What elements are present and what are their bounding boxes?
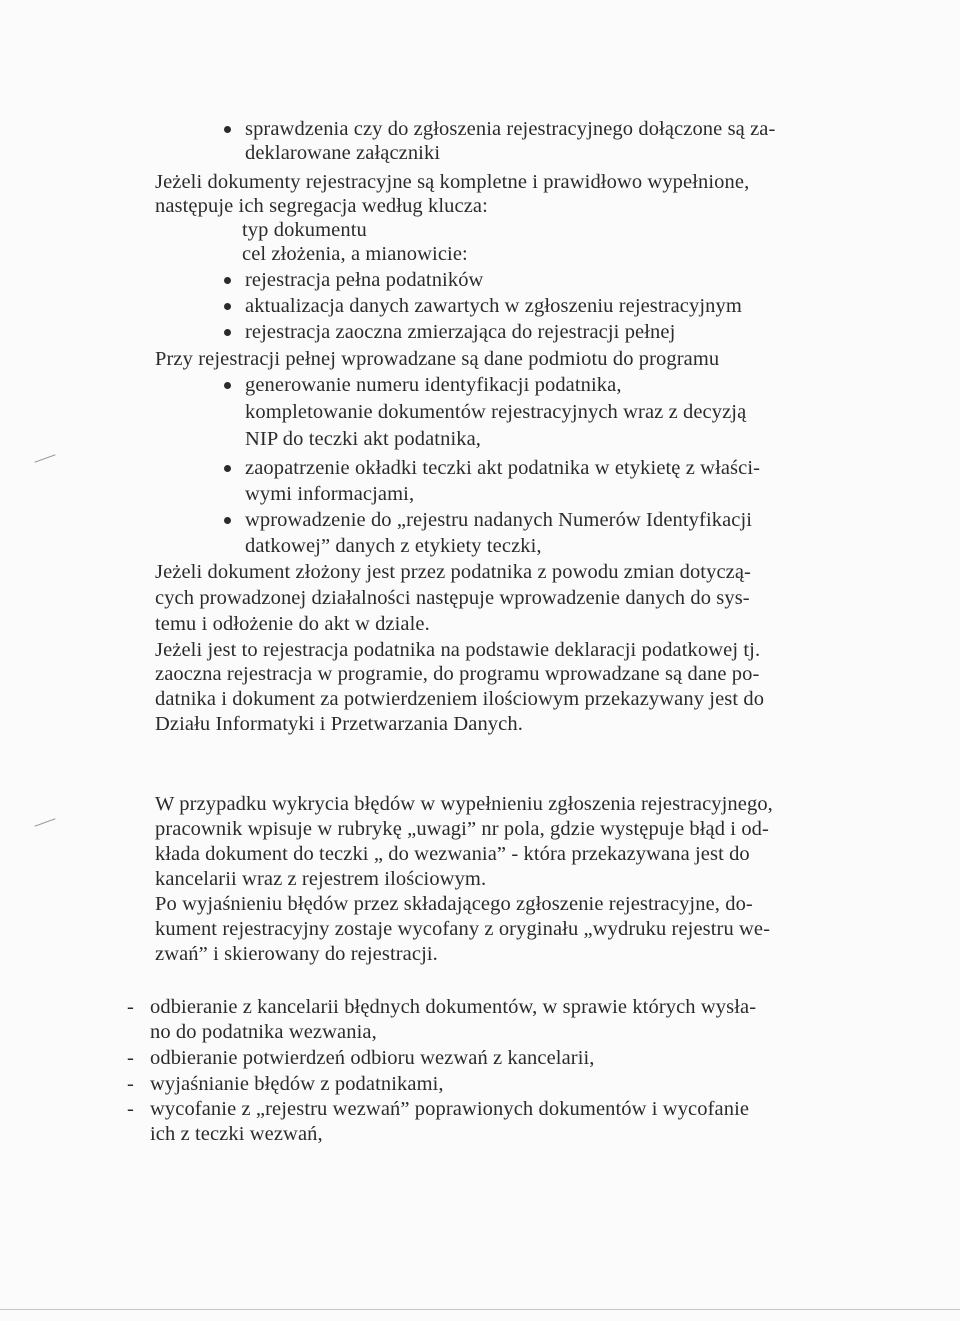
text-line: temu i odłożenie do akt w dziale.: [155, 613, 430, 635]
text-line: Działu Informatyki i Przetwarzania Danych.: [155, 713, 523, 735]
list-item: kompletowanie dokumentów rejestracyjnych wraz z decyzją: [245, 401, 747, 423]
bullet-icon: [224, 517, 231, 524]
list-item: datkowej” danych z etykiety teczki,: [245, 535, 542, 557]
text-line: typ dokumentu: [242, 219, 367, 241]
list-item: ich z teczki wezwań,: [150, 1123, 323, 1145]
list-item: rejestracja pełna podatników: [245, 269, 484, 291]
text-line: kłada dokument do teczki „ do wezwania” - która przekazywana jest do: [155, 843, 750, 865]
list-item: wycofanie z „rejestru wezwań” poprawionych dokumentów i wycofanie: [150, 1098, 750, 1120]
text-line: cych prowadzonej działalności następuje wprowadzenie danych do sys-: [155, 587, 750, 609]
text-line: Jeżeli dokumenty rejestracyjne są kompletne i prawidłowo wypełnione,: [155, 171, 750, 193]
text-line: sprawdzenia czy do zgłoszenia rejestracyjnego dołączone są za-: [245, 118, 776, 140]
dash-bullet: -: [127, 1047, 134, 1069]
text-line: kument rejestracyjny zostaje wycofany z oryginału „wydruku rejestru we-: [155, 918, 771, 940]
text-line: W przypadku wykrycia błędów w wypełnieniu zgłoszenia rejestracyjnego,: [155, 793, 773, 815]
text-line: cel złożenia, a mianowicie:: [242, 243, 468, 265]
page-edge-line: [0, 1309, 960, 1310]
text-line: kancelarii wraz z rejestrem ilościowym.: [155, 868, 487, 890]
list-item: no do podatnika wezwania,: [150, 1021, 377, 1043]
dash-bullet: -: [127, 996, 134, 1018]
bullet-icon: [224, 465, 231, 472]
list-item: NIP do teczki akt podatnika,: [245, 428, 482, 450]
list-item: rejestracja zaoczna zmierzająca do rejestracji pełnej: [245, 321, 676, 343]
bullet-icon: [224, 303, 231, 310]
bullet-icon: [224, 126, 231, 133]
list-item: wymi informacjami,: [245, 483, 415, 505]
list-item: odbieranie potwierdzeń odbioru wezwań z kancelarii,: [150, 1047, 595, 1069]
list-item: wyjaśnianie błędów z podatnikami,: [150, 1073, 444, 1095]
scan-mark: [34, 818, 55, 826]
text-line: zwań” i skierowany do rejestracji.: [155, 943, 438, 965]
text-line: pracownik wpisuje w rubrykę „uwagi” nr pola, gdzie występuje błąd i od-: [155, 818, 769, 840]
text-line: datnika i dokument za potwierdzeniem ilościowym przekazywany jest do: [155, 688, 765, 710]
bullet-icon: [224, 329, 231, 336]
text-line: zaoczna rejestracja w programie, do programu wprowadzane są dane po-: [155, 663, 760, 685]
scan-mark: [34, 454, 55, 462]
list-item: odbieranie z kancelarii błędnych dokumentów, w sprawie których wysła-: [150, 996, 757, 1018]
dash-bullet: -: [127, 1073, 134, 1095]
list-item: generowanie numeru identyfikacji podatnika,: [245, 374, 622, 396]
text-line: następuje ich segregacja według klucza:: [155, 195, 488, 217]
text-line: Jeżeli jest to rejestracja podatnika na podstawie deklaracji podatkowej tj.: [155, 639, 761, 661]
text-line: Jeżeli dokument złożony jest przez podatnika z powodu zmian dotyczą-: [155, 561, 751, 583]
text-line: deklarowane załączniki: [245, 142, 441, 164]
list-item: aktualizacja danych zawartych w zgłoszeniu rejestracyjnym: [245, 295, 742, 317]
list-item: wprowadzenie do „rejestru nadanych Numerów Identyfikacji: [245, 509, 753, 531]
bullet-icon: [224, 277, 231, 284]
text-line: Przy rejestracji pełnej wprowadzane są dane podmiotu do programu: [155, 348, 720, 370]
dash-bullet: -: [127, 1098, 134, 1120]
bullet-icon: [224, 382, 231, 389]
list-item: zaopatrzenie okładki teczki akt podatnika w etykietę z właści-: [245, 457, 761, 479]
text-line: Po wyjaśnieniu błędów przez składającego zgłoszenie rejestracyjne, do-: [155, 893, 753, 915]
